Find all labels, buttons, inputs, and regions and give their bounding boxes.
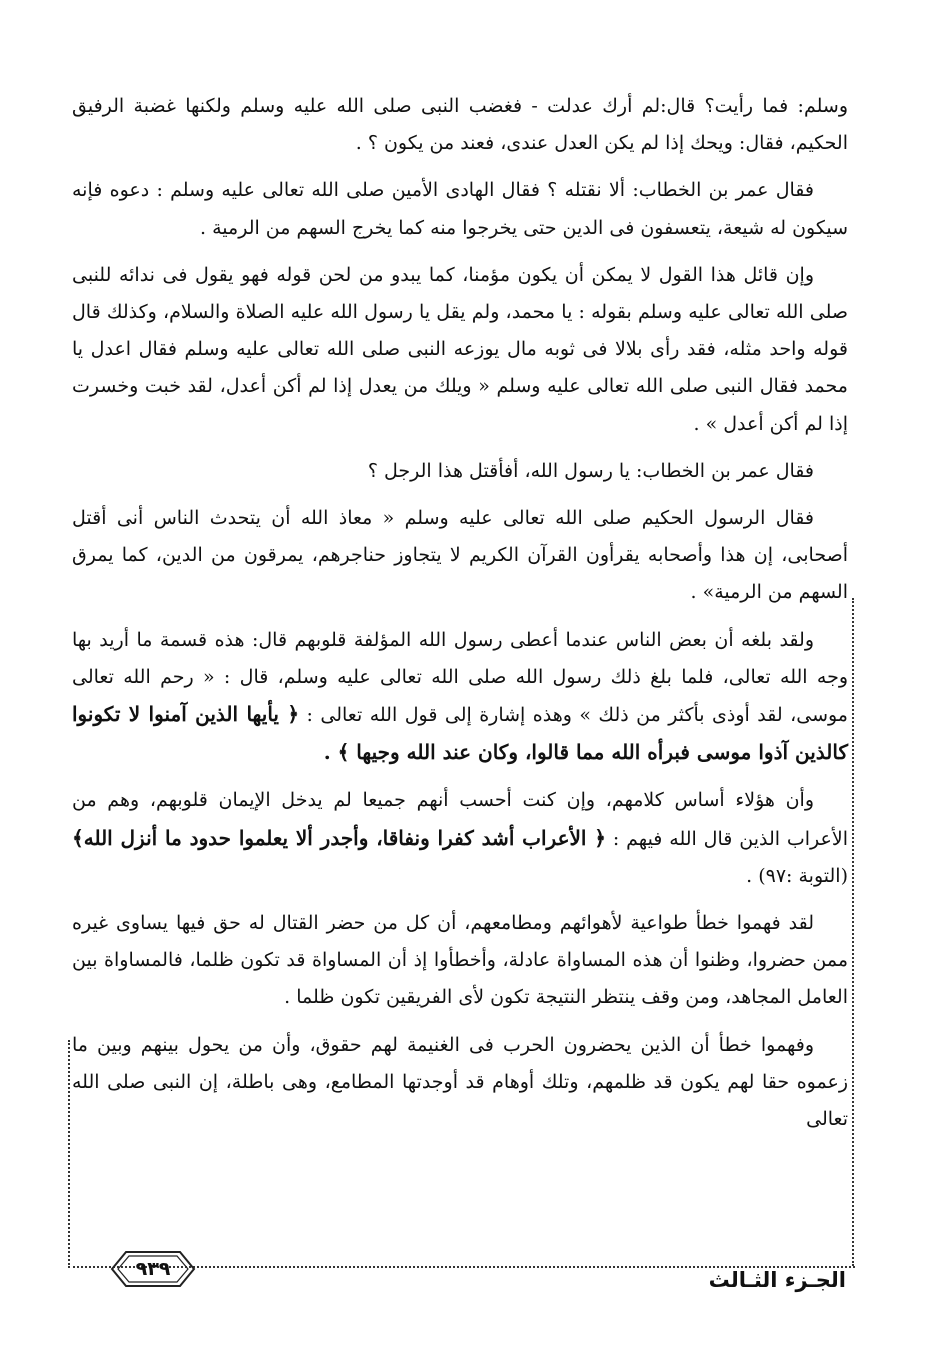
paragraph-8: لقد فهموا خطأ طواعية لأهوائهم ومطامعهم، أن كل من حضر القتال له حق فيها يساوى غيره ممن حضروا، وظنوا أن هذه المساواة عادلة، وأخطأوا إذ أن المساواة قد تكون ظلما، فالمساواة بين العامل المجاهد، ومن وقف ينتظر النتيجة تكون لأى الفريقين تكون ظلما .: [72, 912, 848, 1009]
paragraph-5: فقال الرسول الحكيم صلى الله تعالى عليه وسلم « معاذ الله أن يتحدث الناس أنى أقتل أصحابى، إن هذا وأصحابه يقرأون القرآن الكريم لا يتجاوز حناجرهم، يمرقون من الدين، كما يمرق السهم من الرمية» .: [72, 507, 848, 604]
paragraph-9: وفهموا خطأ أن الذين يحضرون الحرب فى الغنيمة لهم حقوق، وأن من يحول بينهم وبين ما زعموه حقا لهم يكون قد ظلمهم، وتلك أوهام قد أوجدتها المطامع، وهى باطلة، إن النبى صلى الله تعالى: [72, 1033, 848, 1131]
verse-2-reference: (التوبة :٩٧) .: [746, 864, 848, 887]
paragraph-6: [72, 622, 848, 773]
paragraph-7-text: وأن هؤلاء أساس كلامهم، وإن كنت أحسب أنهم جميعا لم يدخل الإيمان قلوبهم، وهم من الأعراب الذين قال الله فيهم :: [72, 789, 848, 850]
paragraph-1: وسلم: فما رأيت؟ قال:لم أرك عدلت - فغضب النبى صلى الله عليه وسلم ولكنها غضبة الرفيق الحكيم، فقال: ويحك إذا لم يكن العدل عندى، فعند من يكون ؟ .: [72, 95, 848, 155]
volume-label: الجـزء الثـالث: [708, 1268, 846, 1292]
page-number: ٩٣٩: [135, 1258, 171, 1280]
frame-border-left: [68, 1040, 73, 1265]
paragraph-4: فقال عمر بن الخطاب: يا رسول الله، أفأقتل هذا الرجل ؟: [367, 459, 814, 482]
page-body: [72, 88, 848, 1148]
paragraph-2: فقال عمر بن الخطاب: ألا نقتله ؟ فقال الهادى الأمين صلى الله تعالى عليه وسلم : دعوه فإنه سيكون له شيعة، يتعسفون فى الدين حتى يخرجوا منه كما يخرج السهم من الرمية .: [72, 179, 848, 239]
frame-border-right: [852, 598, 857, 1266]
paragraph-3: وإن قائل هذا القول لا يمكن أن يكون مؤمنا، كما يبدو من لحن قوله فهو يقول فى ندائه للنبى صلى الله تعالى عليه وسلم بقوله : يا محمد، ولم يقل يا رسول الله عليه الصلاة والسلام، وكذلك قال قوله واحد مثله، فقد رأى بلالا فى ثوبه مال يوزعه النبى صلى الله تعالى عليه وسلم فقال اعدل يا محمد فقال النبى صلى الله تعالى عليه وسلم « ويلك من يعدل إذا لم أكن أعدل، لقد خبت وخسرت إذا لم أكن أعدل » .: [72, 263, 848, 435]
quran-verse-1: ﴿ يأيها الذين آمنوا لا تكونوا كالذين آذوا موسى فبرأه الله مما قالوا، وكان عند الله وجيها ﴾ .: [72, 702, 848, 765]
paragraph-6-text: ولقد بلغه أن بعض الناس عندما أعطى رسول الله المؤلفة قلوبهم قال: هذه قسمة ما أريد بها وجه الله تعالى، فلما بلغ ذلك رسول الله صلى الله تعالى عليه وسلم، قال : « رحم الله تعالى موسى، لقد أوذى بأكثر من ذلك » وهذه إشارة إلى قول الله تعالى :: [72, 628, 848, 727]
paragraph-7: [72, 782, 848, 895]
quran-verse-2: ﴿ الأعراب أشد كفرا ونفاقا، وأجدر ألا يعلموا حدود ما أنزل الله﴾: [72, 825, 607, 850]
